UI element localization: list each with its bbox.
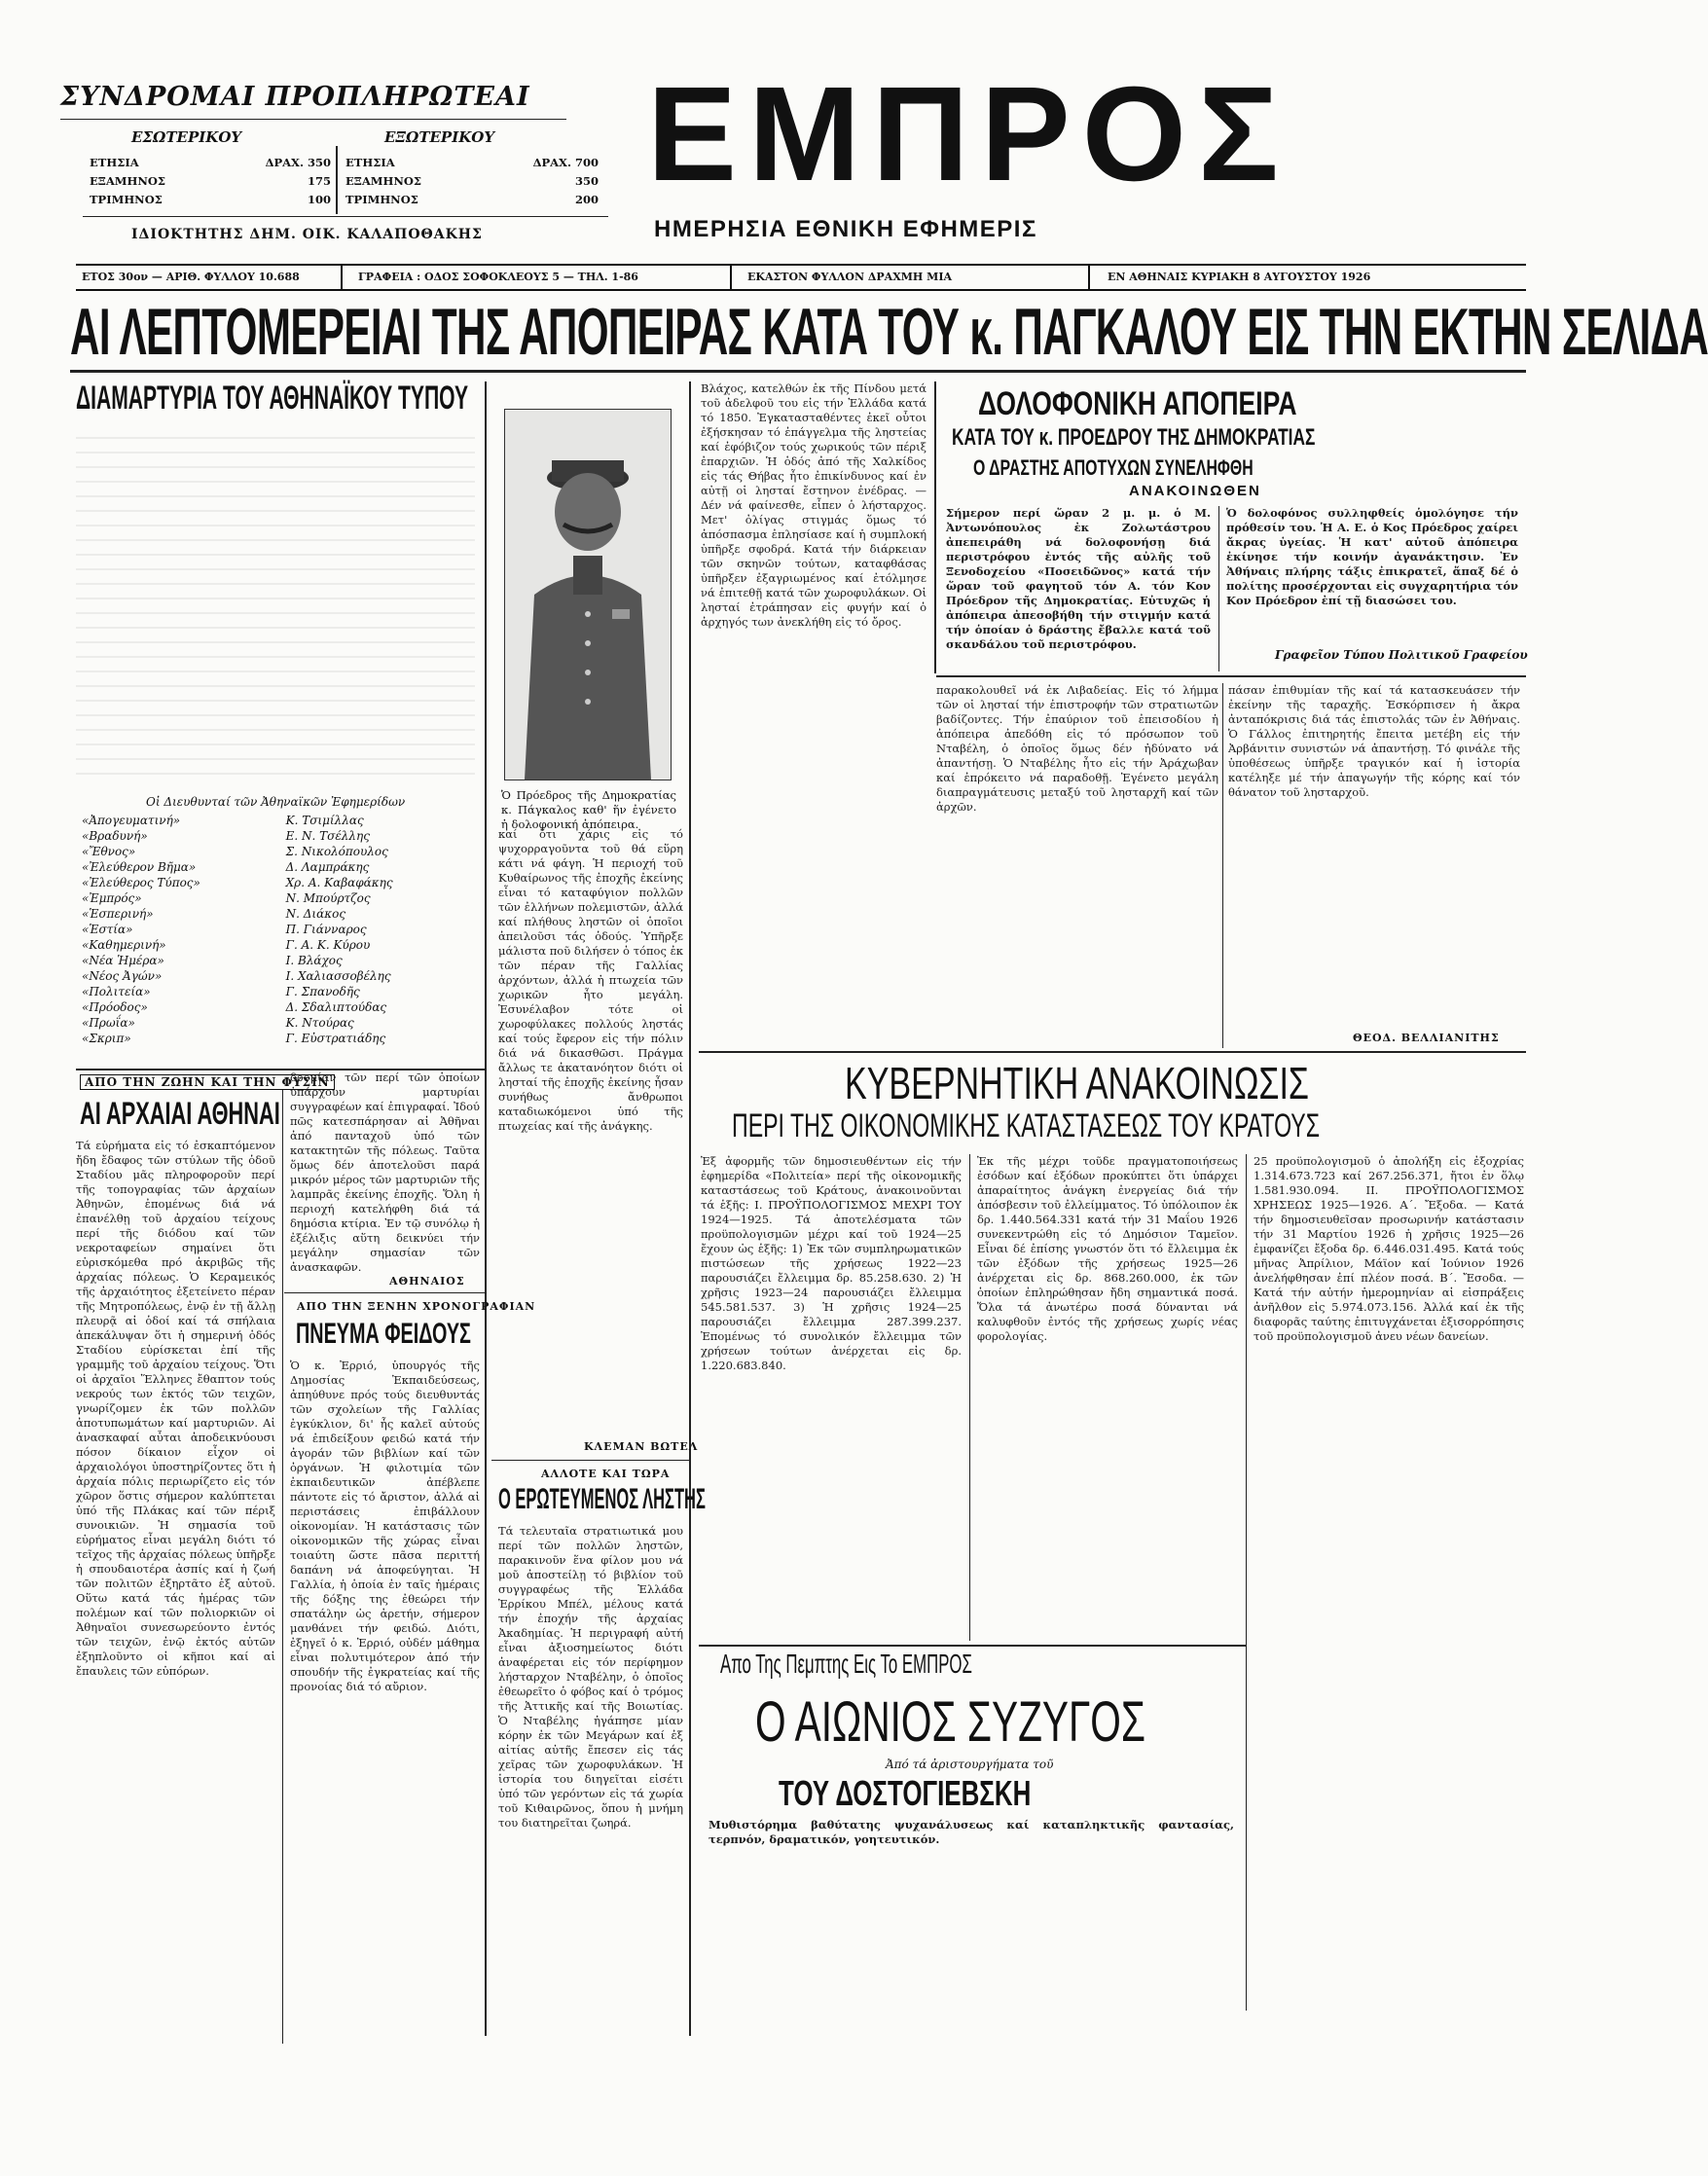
middle-body: καί ὅτι χάρις εἰς τό ψυχορραγοῦντα τοῦ θά εὕρη κάτι νά φάγη. Ἡ περιοχή τοῦ Κυθαίρωνος τῆς ἐποχῆς ἐκείνης εἶναι τό καταφύγιον πολλῶν τῶν ἐλλήνων πολεμιστῶν, ἀλλά καί πλήθους ληστῶν οἱ ὁποῖοι ἀπειλοῦσι τάς ὁδούς. Ὑπῆρξε μάλιστα ποῦ διλήσεν ὁ τόπος ἐκ τῶν πέραν τῆς Γαλλίας ἀρχόντων, ἀλλά ἡ πτωχεία τῶν χωρικῶν ἦτο μεγάλη. Ἐσυνέλαβον τότε οἱ χωροφύλακες πολλούς ληστάς καί τούς ἔφερον εἰς τήν πόλιν διά νά δικασθῶσι. Πράγμα ἄλλως τε ἀκατανόητον διότι οἱ λησταί τῆς ἐποχῆς ἐκείνης ἦσαν συνήθως ἄνθρωποι καταδιωκόμενοι ὑπό τῆς πτωχείας καί τῆς ἀνάγκης.	[498, 827, 683, 1133]
government-col-3: 25 προϋπολογισμοῦ ὁ ἀπολήξη εἰς ἐξοχρίας 1.314.673.723 καί 267.256.371, ἤτοι ἐν ὅλῳ 1.581.930.094. ΙΙ. ΠΡΟΫΠΟΛΟΓΙΣΜΟΣ ΧΡΗΣΕΩΣ 1925—1926. Α΄. Ἔξοδα. — Κατά τήν δημοσιευθεῖσαν προσωρινήν κατάστασιν τήν 31 Μαρτίου 1926 ἡ χρῆσις 1925—26 ἐμφανίζει ἔξοδα δρ. 6.446.031.495. Κατά τούς μῆνας Ἀπρίλιον, Μάϊον καί Ἰούνιον 1926 ἀνελήφθησαν ἐπί πλέον ποσά. Β΄. Ἔσοδα. — Κατά τήν αὐτήν ἡμερομηνίαν αἱ εἰσπράξεις ἀνῆλθον εἰς 5.974.073.156. Ἀλλά καί ἐκ τῆς διαφορᾶς ταύτης ἐπιτυγχάνεται ἐξισορρόπησις τοῦ προϋπολογισμοῦ ἀνευ νέων δανείων.	[1254, 1154, 1524, 1343]
editor-name: Γ. Α. Κ. Κύρου	[285, 938, 371, 952]
newspaper-name: «Σκριπ»	[82, 1032, 131, 1045]
protest-intro: Οἱ Διευθυνταί τῶν Ἀθηναϊκῶν Ἐφημερίδων	[146, 795, 406, 809]
life-signature: ΑΘΗΝΑΙΟΣ	[389, 1275, 465, 1287]
protest-title: ΔΙΑΜΑΡΤΥΡΙΑ ΤΟΥ ΑΘΗΝΑΪΚΟΥ ΤΥΠΟΥ	[76, 380, 469, 417]
signatory-row	[78, 859, 467, 875]
column-rule	[689, 381, 691, 2036]
signatories-table	[78, 813, 467, 1046]
government-title: ΚΥΒΕΡΝΗΤΙΚΗ ΑΝΑΚΟΙΝΩΣΙΣ	[845, 1058, 1309, 1108]
lover-bandit-body: Τά τελευταῖα στρατιωτικά μου περί τῶν πολλῶν ληστῶν, παρακινοῦν ἕνα φίλον μου νά μοῦ ἀποστείλῃ τό βιβλίον τοῦ συγγραφέως τῆς Ἑλλάδα Ἐρρίκου Μπέλ, μέλους κατά τήν ἐποχήν τῆς ἀρχαίας Ἀκαδημίας. Ἡ περιγραφή αὐτή εἶναι ἀξιοσημείωτος διότι ἀναφέρεται εἰς τόν περίφημον λήσταρχον Νταβέλην, ὁ ὁποῖος ἐθεωρεῖτο ὁ φόβος καί ὁ τρόμος τῆς Ἀττικῆς καί τῆς Βοιωτίας. Ὁ Νταβέλης ἠγάπησε μίαν κόρην ἐκ τῶν Μεγάρων καί ἐξ αἰτίας αὐτῆς ἔπεσεν εἰς τάς χεῖρας τῶν χωροφυλάκων. Ἡ ἱστορία του διηγεῖται εἰσέτι ὑπό τῶν γερόντων εἰς τά χωρία τοῦ Κιθαιρῶνος, ὅπου ἡ μνήμη του διατηρεῖται ζωηρά.	[498, 1524, 683, 1830]
government-col-1: Ἐξ ἀφορμῆς τῶν δημοσιευθέντων εἰς τήν ἐφημερίδα «Πολιτεία» περί τῆς οἰκονομικῆς καταστάσεως τοῦ Κράτους, ἀνακοινοῦνται τά ἑξῆς: Ι. ΠΡΟΫΠΟΛΟΓΙΣΜΟΣ ΜΕΧΡΙ ΤΟΥ 1924—1925. Τά ἀποτελέσματα τῶν προϋπολογισμῶν μέχρι καί τοῦ 1924—25 ἔχουν ὡς ἑξῆς: 1) Ἐκ τῶν συμπληρωματικῶν πιστώσεων τῆς χρήσεως 1922—23 παρουσιάζει ἔλλειμμα δρ. 85.258.630. 2) Ἡ χρῆσις 1923—24 παρουσιάζει ἔλλειμμα 545.581.537. 3) Ἡ χρῆσις 1924—25 παρουσιάζει ἔλλειμμα 287.399.237. Ἐπομένως τό συνολικόν ἔλλειμμα τῶν χρήσεων τούτων ἀνέρχεται εἰς δρ. 1.220.683.840.	[701, 1154, 962, 1372]
column-rule	[1218, 506, 1219, 671]
editor-name: Σ. Νικολόπουλος	[285, 845, 388, 858]
signatory-row	[78, 984, 467, 999]
newspaper-name: «Ἐλεύθερος Τύπος»	[82, 876, 200, 889]
newspaper-name: «Νέος Ἀγών»	[82, 969, 163, 983]
government-subtitle: ΠΕΡΙ ΤΗΣ ΟΙΚΟΝΟΜΙΚΗΣ ΚΑΤΑΣΤΑΣΕΩΣ ΤΟΥ ΚΡΑΤΟΥΣ	[732, 1107, 1321, 1144]
editor-name: Ι. Χαλιασσοβέλης	[285, 969, 391, 983]
signatory-row	[78, 828, 467, 844]
life-body: Τά εὑρήματα εἰς τό ἐσκαπτόμενον ἤδη ἔδαφος τῶν στύλων τῆς ὁδοῦ Σταδίου μᾶς πληροφοροῦν περί τῆς τοπογραφίας τῶν ἀρχαίων Ἀθηνῶν, ἐπομένως διά νά ἐπανέλθῃ τοῦ ἀρχαίου τείχους περί τῆς διόδου καί τῶν νεκροταφείων σημαίνει ὅτι εὑρισκόμεθα πρό ἀκριβῶς τῆς ἀρχαίας πόλεως. Ὁ Κεραμεικός τῆς ἀρχαιότητος ἐξετείνετο πέραν τῆς Μητροπόλεως, ἐνῷ ἐν τῇ ἄλλῃ πλευρᾷ αἱ ὁδοί καί τά σπήλαια ἀπεκάλυψαν ὅτι ἡ σημερινή ὁδός Σταδίου εὑρίσκεται ἐπί τῆς γραμμῆς τοῦ ἀρχαίου τείχους. Ὅτι οἱ ἀρχαῖοι Ἕλληνες ἔθαπτον τούς νεκρούς των ἐκτός τῶν τειχῶν, γνωρίζομεν ἐκ τῶν πολλῶν ἀποτυπωμάτων καί μαρτυριῶν. Αἱ ἀνασκαφαί αὗται ἀποδεικνύουσι πόσον δίκαιον εἶχον οἱ ἀρχαιολόγοι ὑποστηρίζοντες ὅτι ἡ ἀρχαία πόλις περιωρίζετο εἰς τόν χῶρον ὅστις σήμερον καλύπτεται ὑπό τῆς Πλάκας καί τῶν πέριξ συνοικιῶν. Ἡ σημασία τοῦ εὑρήματος εἶναι μεγάλη διότι τό τεῖχος τῆς ἀρχαίας πόλεως ὑπῆρξε ἡ σπουδαιοτέρα ἀσπίς καί ἡ ζωή τῶν πολιτῶν ἐξηρτᾶτο ἐξ αὐτοῦ. Οὕτω κατά τάς ἡμέρας τῶν πολέμων καί τῶν πολιορκιῶν οἱ Ἀθηναῖοι συνεσωρεύοντο ἐντός τῶν τειχῶν, ἐνῷ ἐκτός αὐτῶν ἐξηπλοῦντο οἱ κῆποι καί αἱ ἔπαυλεις τῶν εὐπόρων.	[76, 1139, 275, 1678]
life-section-label: ΑΠΟ ΤΗΝ ΖΩΗΝ ΚΑΙ ΤΗΝ ΦΥΣΙΝ	[80, 1074, 335, 1090]
attempt-title: ΔΟΛΟΦΟΝΙΚΗ ΑΠΟΠΕΙΡΑ	[978, 385, 1297, 422]
newspaper-name: «Νέα Ἡμέρα»	[82, 954, 164, 967]
column-rule	[282, 1090, 283, 2044]
newspaper-name: «Ἐλεύθερον Βῆμα»	[82, 860, 197, 874]
life-title: ΑΙ ΑΡΧΑΙΑΙ ΑΘΗΝΑΙ	[80, 1096, 280, 1131]
newspaper-name: «Ἔθνος»	[82, 845, 136, 858]
newspaper-logo: ΕΜΠΡΟΣ	[647, 59, 1290, 209]
editor-name: Ν. Διάκος	[285, 907, 346, 921]
announcement-label: ΑΝΑΚΟΙΝΩΘΕΝ	[1129, 483, 1261, 499]
editor-name: Δ. Λαμπράκης	[285, 860, 370, 874]
editor-name: Γ. Σπανοδῆς	[285, 985, 360, 998]
main-headline: ΑΙ ΛΕΠΤΟΜΕΡΕΙΑΙ ΤΗΣ ΑΠΟΠΕΙΡΑΣ ΚΑΤΑ ΤΟΥ κ. ΠΑΓΚΑΛΟΥ ΕΙΣ ΤΗΝ ΕΚΤΗΝ ΣΕΛΙΔΑ	[70, 295, 1708, 369]
newspaper-name: «Ἀπογευματινή»	[82, 814, 181, 827]
attempt-signature: Γραφεῖον Τύπου Πολιτικοῦ Γραφείου	[1275, 648, 1528, 662]
attempt-body-left: Σήμερον περί ὥραν 2 μ. μ. ὁ Μ. Ἀντωνόπουλος ἐκ Ζολωτάστρου ἀπεπειράθη νά δολοφονήσῃ διά περιστρόφου ἐντός τῆς αὐλῆς τοῦ Ξενοδοχείου «Ποσειδῶνος» κατά τήν ὥραν τοῦ φαγητοῦ τόν Α. τόν Κον Πρόεδρον τῆς Δημοκρατίας. Εὐτυχῶς ἡ ἀπόπειρα ἀπεσοβήθη τήν στιγμήν κατά τήν ὁποίαν ὁ δράστης ἔβαλλε κατά τοῦ σκανδάλου τοῦ περιστρόφου.	[946, 506, 1211, 651]
ad-author: ΤΟΥ ΔΟΣΤΟΓΙΕΒΣΚΗ	[779, 1773, 1032, 1813]
divider	[936, 675, 1526, 677]
signatory-row	[78, 937, 467, 953]
right-lower-signature: ΘΕΟΔ. ΒΕΛΛΙΑΝΙΤΗΣ	[1353, 1032, 1500, 1044]
ad-from: Ἀπό τά ἀριστουργήματα τοῦ	[886, 1758, 1054, 1771]
issue-info-bar	[76, 264, 1526, 291]
editor-name: Κ. Ντούρας	[285, 1016, 354, 1030]
issue-number: ΕΤΟΣ 30ον — ΑΡΙΘ. ΦΥΛΛΟΥ 10.688	[82, 271, 300, 283]
newspaper-name: «Βραδυνή»	[82, 829, 148, 843]
column-rule	[1222, 683, 1223, 1048]
divider	[83, 216, 608, 217]
subscriptions-title: ΣΥΝΔΡΟΜΑΙ ΠΡΟΠΛΗΡΩΤΕΑΙ	[60, 82, 530, 112]
president-photo	[504, 409, 672, 780]
divider	[699, 1645, 1246, 1647]
editor-name: Ε. Ν. Τσέλλης	[285, 829, 370, 843]
newspaper-name: «Ἑσπερινή»	[82, 907, 154, 921]
column-rule	[1246, 1154, 1247, 2011]
column-rule	[485, 381, 487, 2036]
issue-price: ΕΚΑΣΤΟΝ ΦΥΛΛΟΝ ΔΡΑΧΜΗ ΜΙΑ	[747, 271, 953, 283]
editor-name: Γ. Εὐστρατιάδης	[285, 1032, 386, 1045]
column-rule	[934, 381, 936, 673]
rate-row: ΕΞΑΜΗΝΟΣ 175	[90, 174, 331, 188]
editor-name: Ν. Μπούρτζος	[285, 891, 371, 905]
spirit-body: Ὁ κ. Ἐρριό, ὑπουργός τῆς Δημοσίας Ἐκπαιδεύσεως, ἀπηύθυνε πρός τούς διευθυντάς τῶν σχολείων τῆς Γαλλίας ἐγκύκλιον, δι' ἧς καλεῖ αὐτούς νά ἐπιδείξουν φειδώ κατά τήν ἀγοράν τῶν βιβλίων καί τῶν ὀργάνων. Ἡ φιλοτιμία τῶν ἐκπαιδευτικῶν ἀπέβλεπε πάντοτε εἰς τό ἄριστον, ἀλλά αἱ περιστάσεις ἐπιβάλλουν οἰκονομίαν. Ἡ κατάστασις τῶν οἰκονομικῶν τῆς χώρας εἶναι τοιαύτη ὥστε πᾶσα περιττή δαπάνη νά ἀποφεύγηται. Ἡ Γαλλία, ἡ ὁποία ἐν ταῖς ἡμέραις τῆς δόξης της ἐθεώρει τήν σπατάλην ὡς ἀρετήν, σήμερον μανθάνει τήν φειδώ. Διότι, ἐξηγεῖ ὁ κ. Ἐρριό, οὐδέν μάθημα εἶναι πολυτιμότερον ἀπό τήν σπουδήν τῆς ἐγκρατείας καί τῆς προνοίας διά τό αὔριον.	[290, 1359, 480, 1693]
newspaper-name: «Πρωΐα»	[82, 1016, 135, 1030]
rate-row: ΤΡΙΜΗΝΟΣ 100	[90, 193, 331, 206]
editor-name: Ι. Βλάχος	[285, 954, 343, 967]
signatory-row	[78, 999, 467, 1015]
newspaper-name: «Πολιτεία»	[82, 985, 151, 998]
rates-foreign	[345, 154, 599, 209]
newspaper-name: «Ἑστία»	[82, 923, 133, 936]
divider	[60, 119, 566, 120]
foreign-label: ΕΞΩΤΕΡΙΚΟΥ	[384, 128, 495, 146]
signatory-row	[78, 1031, 467, 1046]
divider	[284, 1292, 485, 1293]
newspaper-name: «Ἐμπρός»	[82, 891, 142, 905]
lover-bandit-title: Ο ΕΡΩΤΕΥΜΕΝΟΣ ΛΗΣΤΗΣ	[498, 1483, 706, 1515]
signatory-row	[78, 813, 467, 828]
signatory-row	[78, 844, 467, 859]
newspaper-name: «Πρόοδος»	[82, 1000, 148, 1014]
right-lower-body-right: πάσαν ἐπιθυμίαν τῆς καί τά κατασκευάσεν τήν ἐκείνην τῆς ταραχῆς. Ἐσκόρπισεν ἡ ἄκρα ἀνταπόκρισις διά τάς ἐπιστολάς τῶν ἐν Ἀθήναις. Ὁ Γάλλος ἐπιτηρητής ἔπειτα μετέβη εἰς τήν Ἀρβάνιτιν συνιστών νά ἀπαντήσῃ. Τό φινάλε τῆς ὑποθέσεως ὑπῆρξε τραγικόν καί ἡ ἱστορία κατέληξε μέ τήν ἀπαγωγήν τῆς κόρης καί τόν θάνατον τοῦ λησταρχοῦ.	[1228, 683, 1520, 799]
ad-lead: Απο Της Πεμπτης Εις Το ΕΜΠΡΟΣ	[720, 1649, 972, 1679]
government-col-2: Ἐκ τῆς μέχρι τοῦδε πραγματοποιήσεως ἐσόδων καί ἐξόδων προκύπτει ὅτι ὑπάρχει ἀπαραίτητος ἀνάγκη ἐνεργείας διά τήν ἀπόσβεσιν τοῦ ἐλλείμματος. Τό ὑπόλοιπον ἐκ δρ. 1.440.564.331 κατά τήν 31 Μαΐου 1926 συνεκεντρώθη εἰς τό Δημόσιον Ταμεῖον. Εἶναι δέ ἐπίσης γνωστόν ὅτι τό ἔλλειμμα ἐκ τῶν ἐξόδων τῆς χρήσεως 1925—26 ἀνέρχεται εἰς δρ. 868.260.000, ἐκ τῶν ὁποίων ἐπληρώθησαν ἤδη σημαντικά ποσά. Ὅλα τά ἀνωτέρω ποσά δύνανται νά καλυφθοῦν ἐντός τῆς χρήσεως χωρίς νέας φορολογίας.	[977, 1154, 1238, 1343]
attempt-body-right: Ὁ δολοφόνος συλληφθείς ὁμολόγησε τήν πρόθεσίν του. Ἡ Α. Ε. ὁ Κος Πρόεδρος χαίρει ἄκρας ὑγείας. Ἡ κατ' αὐτοῦ ἀπόπειρα ἐκίνησε τήν κοινήν ἀγανάκτησιν. Ἐν Ἀθήναις πλήρης τάξις ἐπικρατεῖ, ἅπαξ δέ ὁ πολίτης προσέρχονται εἰς συγχαρητήρια τόν Κον Πρόεδρον ἐπί τῇ διασώσει του.	[1226, 506, 1518, 607]
rates-domestic	[90, 154, 331, 209]
rate-row: ΕΤΗΣΙΑ ΔΡΑΧ. 700	[345, 156, 599, 169]
protest-text-faded	[76, 424, 475, 784]
signatory-row	[78, 953, 467, 968]
right-lower-body-left: παρακολουθεῖ νά ἐκ Λιβαδείας. Εἰς τό λήμμα τῶν οἱ λησταί τήν ἐπιστροφήν τῶν στρατιωτῶν βαδίζοντες. Τήν ἐπαύριον τοῦ ἐπεισοδίου ἡ ἀπόπειρα ἀπεδόθη εἰς τό πρόσωπον τοῦ Νταβέλη, ὁ ὁποῖος ὅμως δέν ἠδύνατο νά ἀπαντήσῃ. Ὁ Νταβέλης ἦτο εἰς τήν Ἀράχωβαν καί ἐπρόκειτο νά παραδοθῇ. Ἐγένετο μεγάλη διαπραγμάτευσις μεταξύ τοῦ λησταρχῆ καί τῶν ἀρχῶν.	[936, 683, 1218, 814]
ad-title: Ο ΑΙΩΝΙΟΣ ΣΥΖΥΓΟΣ	[755, 1690, 1145, 1754]
issue-date: ΕΝ ΑΘΗΝΑΙΣ ΚΥΡΙΑΚΗ 8 ΑΥΓΟΥΣΤΟΥ 1926	[1108, 271, 1371, 283]
signatory-row	[78, 968, 467, 984]
spirit-section-label: ΑΠΟ ΤΗΝ ΞΕΝΗΝ ΧΡΟΝΟΓΡΑΦΙΑΝ	[297, 1300, 536, 1313]
signatory-row	[78, 922, 467, 937]
rate-row: ΤΡΙΜΗΝΟΣ 200	[345, 193, 599, 206]
portrait-illustration	[505, 410, 671, 780]
spirit-title: ΠΝΕΥΜΑ ΦΕΙΔΟΥΣ	[296, 1318, 471, 1350]
newspaper-name: «Καθημερινή»	[82, 938, 166, 952]
right-upper-body: Βλάχος, κατελθών ἐκ τῆς Πίνδου μετά τοῦ ἀδελφοῦ του εἰς τήν Ἑλλάδα κατά τό 1850. Ἐγκατασταθέντες ἐκεῖ οὗτοι ἐξήσκησαν τό ἐπάγγελμα τῆς ληστείας καί ἐφόβιζον τούς χωρικούς τῶν πέριξ ἐπαρχιῶν. Ἡ ὁδός ἀπό τῆς Χαλκίδος εἰς τάς Θήβας ἦτο ἐπικίνδυνος καί ἐν αὐτῇ οἱ λησταί ἔστηνον ἐνέδρας. — Δέν νά φαίνεσθε, εἶπεν ὁ λήσταρχος. Μετ' ὀλίγας στιγμάς ὅμως τό ἀπόσπασμα ἐπλησίασε καί ἡ συμπλοκή ὑπῆρξε σφοδρά. Κατά τήν διάρκειαν τῶν σκηνῶν τούτων, καταφθάσας ὑπῆρξεν ἐξαγριωμένος καί ἐτόλμησε νά ἐπιτεθῇ κατά τῶν χωροφυλάκων. Οἱ λησταί ἐτράπησαν εἰς φυγήν καί ὁ ἀρχηγός των ἀνεκλήθη εἰς τό ὄρος.	[701, 381, 927, 629]
middle-signature: ΚΛΕΜΑΝ ΒΩΤΕΛ	[584, 1440, 699, 1453]
attempt-arrest: Ο ΔΡΑΣΤΗΣ ΑΠΟΤΥΧΩΝ ΣΥΝΕΛΗΦΘΗ	[973, 455, 1254, 480]
domestic-label: ΕΣΩΤΕΡΙΚΟΥ	[131, 128, 242, 146]
editor-name: Χρ. Α. Καβαφάκης	[285, 876, 393, 889]
owner-line: ΙΔΙΟΚΤΗΤΗΣ ΔΗΜ. ΟΙΚ. ΚΑΛΑΠΟΘΑΚΗΣ	[131, 227, 483, 242]
newspaper-subtitle: ΗΜΕΡΗΣΙΑ ΕΘΝΙΚΗ ΕΦΗΜΕΡΙΣ	[654, 216, 1037, 242]
divider	[70, 370, 1526, 373]
life-body-continued: δρομίαν τῶν περί τῶν ὁποίων ὑπάρχουν μαρτυρίαι συγγραφέων καί ἐπιγραφαί. Ἰδού πῶς κατεσπάρησαν αἱ Ἀθῆναι ἀπό πανταχοῦ ὑπό τῶν κατακτητῶν τῆς πόλεως. Ταῦτα ὅμως δέν ἀποτελοῦσι παρά μικρόν μέρος τῶν μαρτυριῶν τῆς λαμπρᾶς ἐκείνης ἐποχῆς. Ὅλη ἡ περιοχή κατελήφθη διά τά δημόσια κτίρια. Ἐν τῷ συνόλῳ ἡ ἐξέλιξις αὕτη δεικνύει τήν μεγάλην σημασίαν τῶν ἀνασκαφῶν.	[290, 1070, 480, 1274]
signatory-row	[78, 890, 467, 906]
editor-name: Δ. Σδαλιπτούδας	[285, 1000, 387, 1014]
rate-row: ΕΞΑΜΗΝΟΣ 350	[345, 174, 599, 188]
editor-name: Κ. Τσιμίλλας	[285, 814, 364, 827]
divider	[699, 1051, 1526, 1053]
ad-description: Μυθιστόρημα βαθύτατης ψυχανάλυσεως καί καταπληκτικῆς φαντασίας, τερπνόν, δραματικόν, γοητευτικόν.	[709, 1818, 1234, 1846]
divider	[336, 146, 338, 214]
then-now-label: ΑΛΛΟΤΕ ΚΑΙ ΤΩΡΑ	[541, 1468, 671, 1480]
signatory-row	[78, 906, 467, 922]
divider	[491, 1460, 689, 1461]
signatory-row	[78, 1015, 467, 1031]
rate-row: ΕΤΗΣΙΑ ΔΡΑΧ. 350	[90, 156, 331, 169]
office-address: ΓΡΑΦΕΙΑ : ΟΔΟΣ ΣΟΦΟΚΛΕΟΥΣ 5 — ΤΗΛ. 1-86	[358, 271, 638, 283]
signatory-row	[78, 875, 467, 890]
photo-caption: Ὁ Πρόεδρος τῆς Δημοκρατίας κ. Πάγκαλος καθ' ἥν ἐγένετο ἡ δολοφονική ἀπόπειρα.	[501, 788, 676, 831]
editor-name: Π. Γιάνναρος	[285, 923, 367, 936]
attempt-subtitle: ΚΑΤΑ ΤΟΥ κ. ΠΡΟΕΔΡΟΥ ΤΗΣ ΔΗΜΟΚΡΑΤΙΑΣ	[952, 424, 1316, 451]
column-rule	[969, 1154, 970, 1641]
